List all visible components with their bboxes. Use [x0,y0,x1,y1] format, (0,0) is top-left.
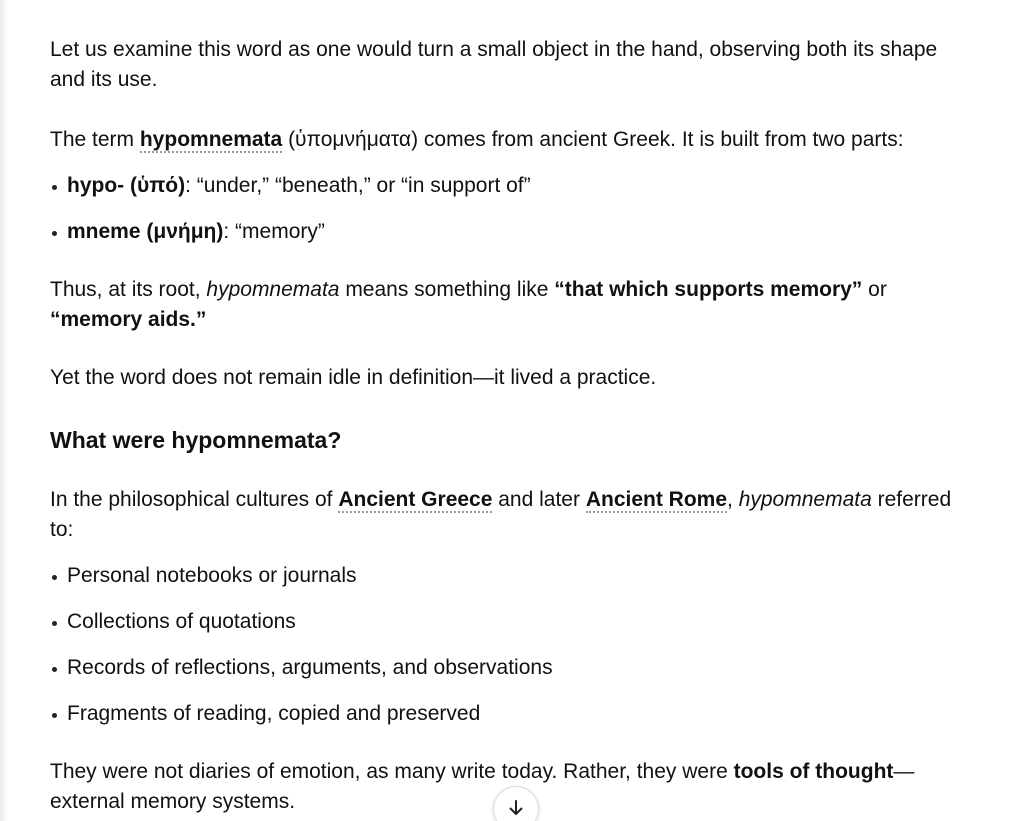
closing-text: They were not diaries of emotion, as many write today. Rather, they were [50,760,734,783]
part-meaning: : “memory” [223,220,325,243]
root-text: Thus, at its root, [50,278,207,301]
closing-text: —external memory systems. [50,760,915,813]
cultures-text: and later [492,488,586,511]
parts-list [50,171,960,247]
term-rest: (ὑπομνήματα) comes from ancient Greek. It is built from two parts: [282,128,904,151]
ancient-rome-link[interactable]: Ancient Rome [585,488,728,511]
root-text: or [862,278,887,301]
ancient-greece-link[interactable]: Ancient Greece [338,488,493,511]
part-term: hypo- (ὑπό) [67,174,186,197]
left-edge-shadow [0,0,8,821]
list-item: Collections of quotations [50,607,960,637]
root-text: means something like [339,278,555,301]
closing-bold: tools of thought [733,760,894,783]
intro-paragraph: Let us examine this word as one would turn a small object in the hand, observing both its shape and its use. [50,38,938,91]
term-prefix: The term [50,128,140,151]
list-item: Personal notebooks or journals [50,561,960,591]
list-item: Records of reflections, arguments, and observations [50,653,960,683]
list-item [50,217,960,247]
cultures-italic: hypomnemata [738,488,872,511]
list-item [50,171,960,201]
hypomnemata-link[interactable]: hypomnemata [139,128,283,151]
term-paragraph [50,125,960,155]
uses-list [50,561,960,729]
root-paragraph [50,275,960,335]
part-term: mneme (μνήμη) [67,220,224,243]
arrow-down-icon [507,799,525,817]
section-heading: What were hypomnemata? [50,427,342,453]
cultures-text: referred to: [50,488,952,541]
cultures-text: , [727,488,739,511]
part-meaning: : “under,” “beneath,” or “in support of” [185,174,531,197]
cultures-text: In the philosophical cultures of [50,488,339,511]
root-bold: “memory aids.” [50,308,207,331]
practice-paragraph: Yet the word does not remain idle in definition—it lived a practice. [50,366,657,389]
list-item: Fragments of reading, copied and preserved [50,699,960,729]
message-content [50,35,960,821]
cultures-paragraph [50,485,960,545]
root-italic: hypomnemata [206,278,340,301]
root-bold: “that which supports memory” [554,278,863,301]
